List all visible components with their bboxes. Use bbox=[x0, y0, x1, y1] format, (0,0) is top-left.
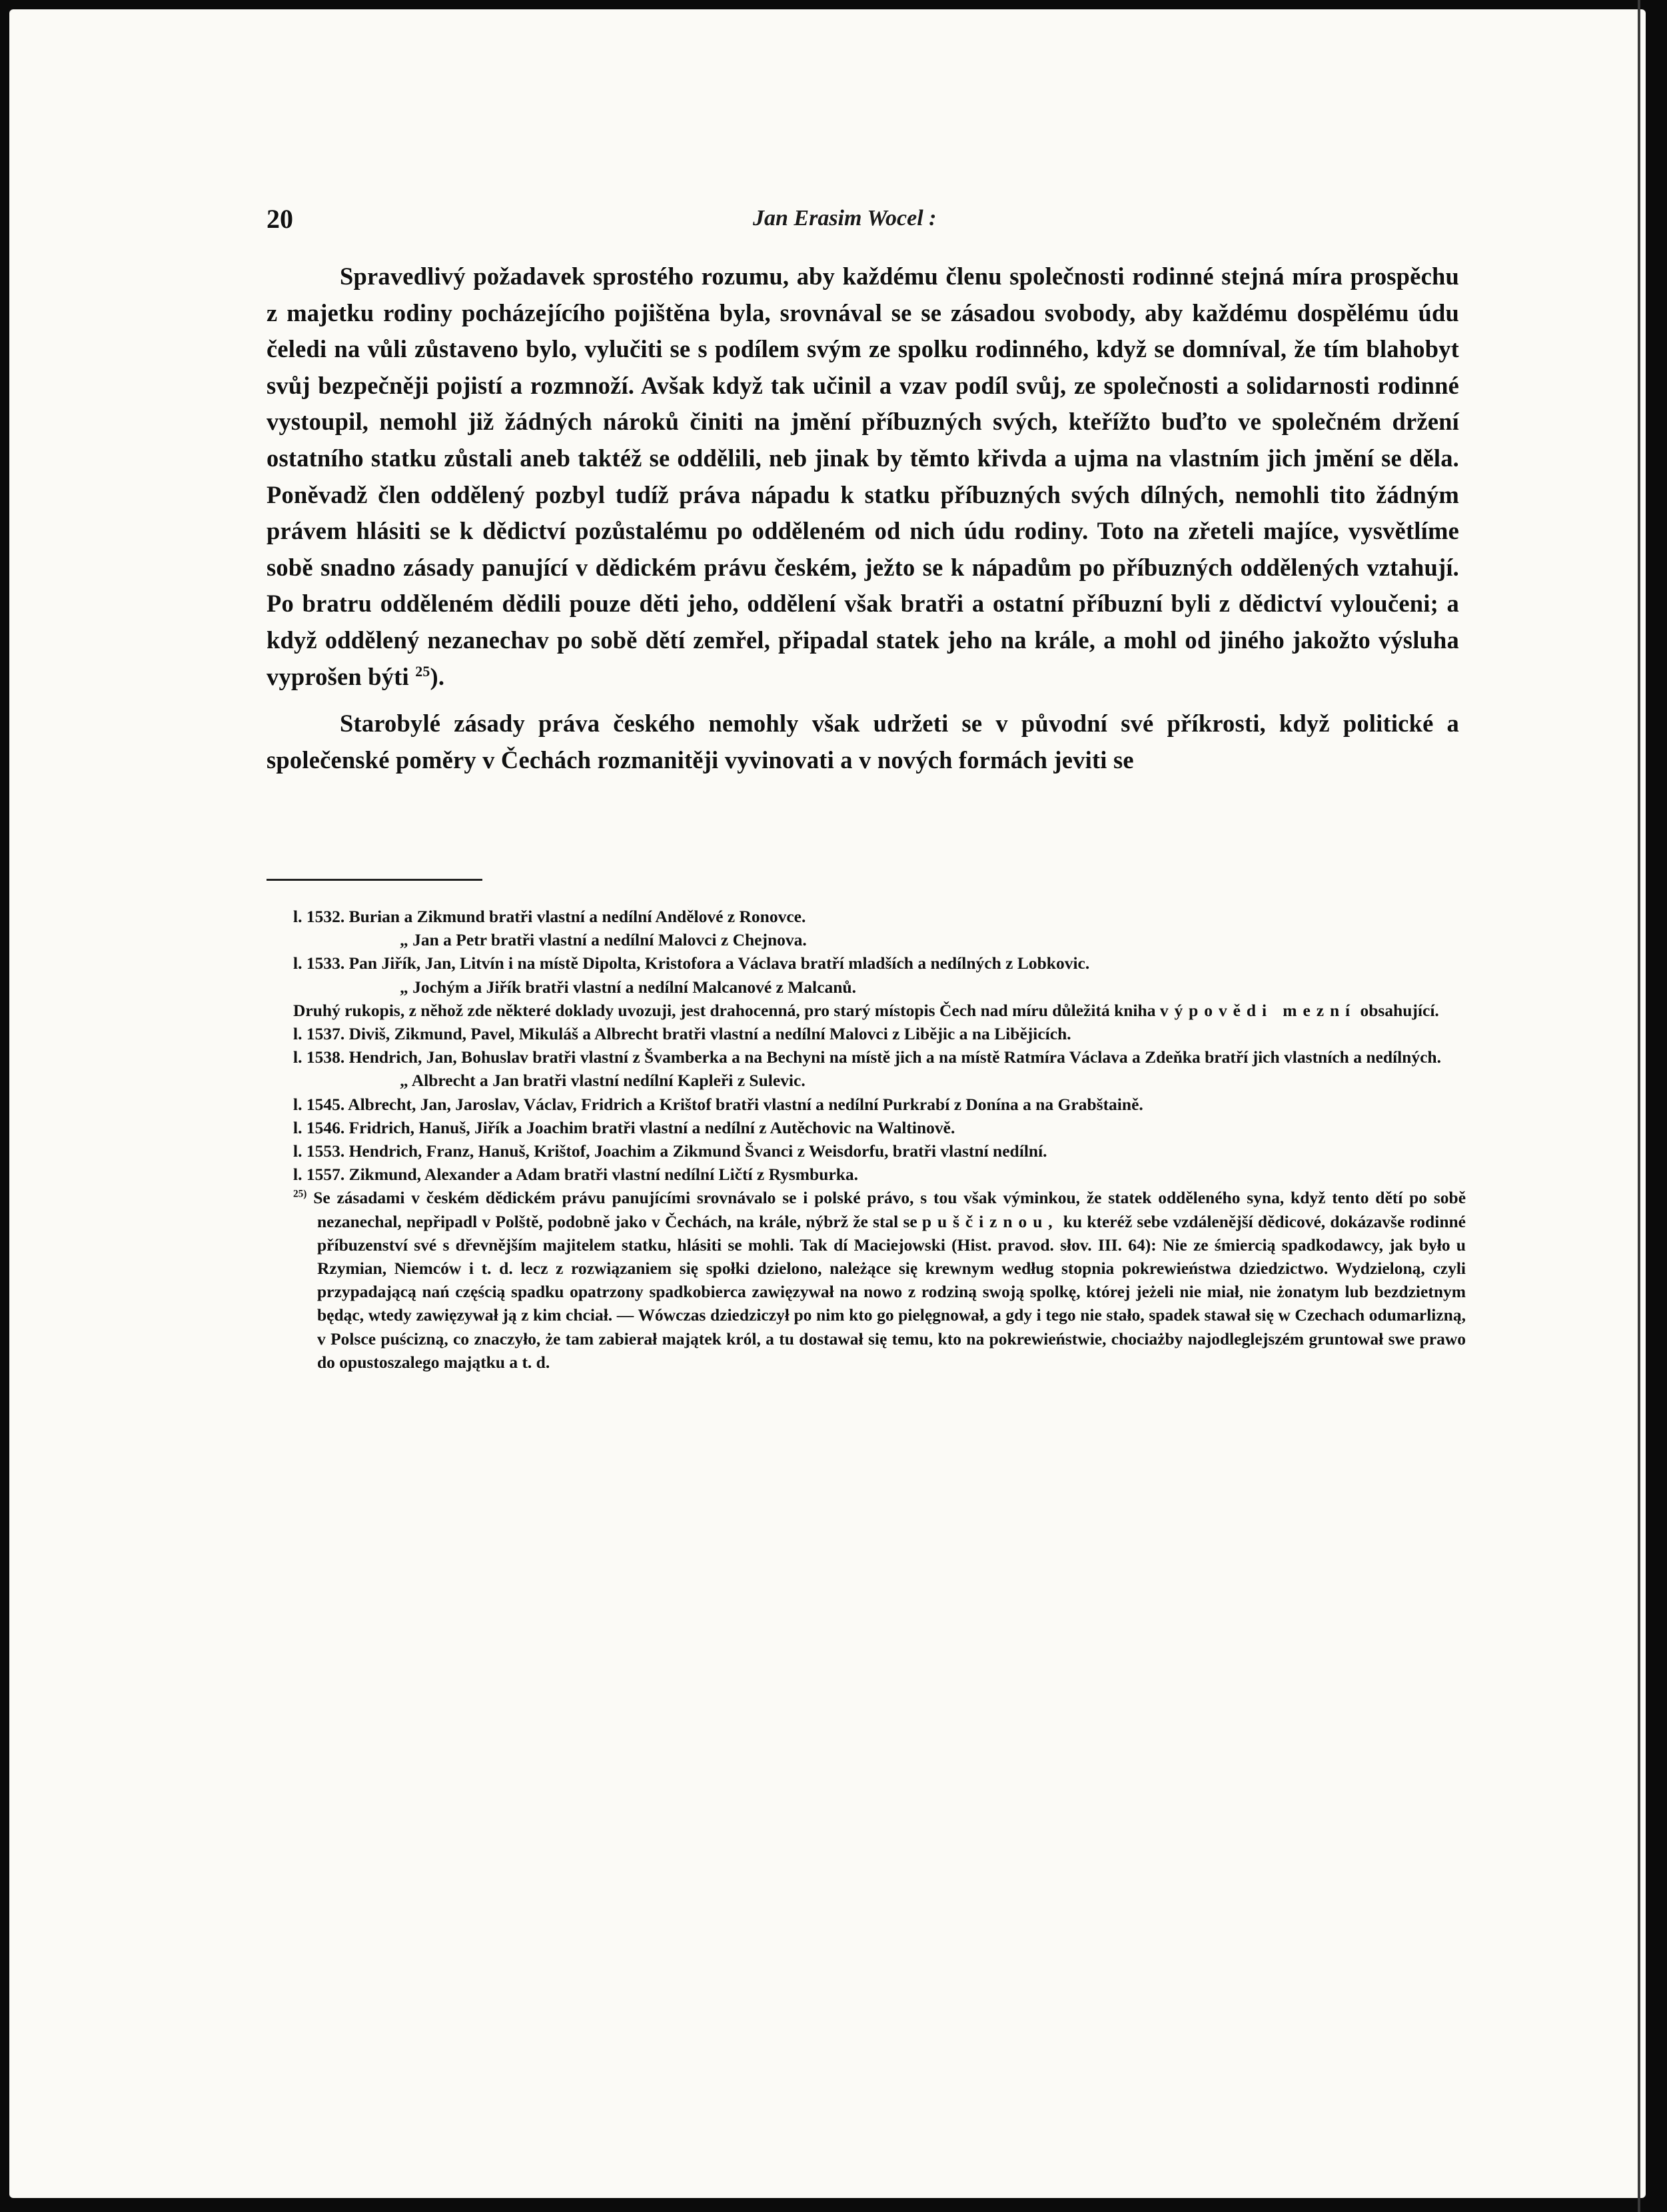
footnotes bbox=[293, 905, 1466, 1374]
footnote-entry: l. 1553. Hendrich, Franz, Hanuš, Krištof, Joachim a Zikmund Švanci z Weisdorfu, bratři vlastní nedílní. bbox=[293, 1141, 1047, 1161]
footnote-marker: 25) bbox=[293, 1188, 307, 1200]
footnote-entry: l. 1557. Zikmund, Alexander a Adam bratři vlastní nedílní Ličtí z Rysmburka. bbox=[293, 1165, 859, 1185]
footnote-entry: l. 1537. Diviš, Zikmund, Pavel, Mikuláš a Albrecht bratři vlastní a nedílní Malovci z Libějic a na Libějicích. bbox=[293, 1024, 1071, 1044]
footnote-reference: 25 bbox=[415, 662, 430, 680]
footnote-text: obsahující. bbox=[1360, 1000, 1439, 1020]
spaced-phrase: výpovědi mezní bbox=[1159, 1000, 1357, 1020]
footnote-separator bbox=[267, 879, 482, 881]
body-paragraph: Starobylé zásady práva českého nemohly však udržeti se v původní své příkrosti, když politické a společenské poměry v Čechách rozmanitěji vyvinovati a v nových formách jeviti se bbox=[267, 710, 1459, 774]
running-title: Jan Erasim Wocel : bbox=[753, 206, 937, 231]
footnote-entry: „ Albrecht a Jan bratři vlastní nedílní Kapleři z Sulevic. bbox=[400, 1071, 806, 1091]
footnote-entry: l. 1538. Hendrich, Jan, Bohuslav bratři vlastní z Švamberka a na Bechyni na místě jich a na místě Ratmíra Václava a Zdeňka bratří jich vlastních a nedílných. bbox=[293, 1047, 1441, 1067]
footnote-25 bbox=[293, 1186, 1466, 1374]
scan-background bbox=[1647, 0, 1667, 2212]
page-header bbox=[267, 203, 1466, 237]
footnote-entry bbox=[293, 999, 1466, 1022]
footnote-entry: l. 1546. Fridrich, Hanuš, Jiřík a Joachim bratři vlastní a nedílní z Autěchovic na Waltinově. bbox=[293, 1117, 955, 1137]
paragraph-text: Spravedlivý požadavek sprostého rozumu, aby každému členu společnosti rodinné stejná míra prospěchu z majetku rodiny pocházejícího pojištěna byla, srovnával se se zásadou svobody, aby každému dospělému údu čeledi na vůli zůstaveno bylo, vylučiti se s podílem svým ze spolku rodinného, když se domníval, že tím blahobyt svůj bezpečněji pojistí a rozmnoží. Avšak když tak učinil a vzav podíl svůj, ze společnosti a solidarnosti rodinné vystoupil, nemohl již žádných nároků činiti na jmění příbuzných svých, kteřížto buďto ve společném držení ostatního statku zůstali aneb taktéž se oddělili, neb jinak by těmto křivda a ujma na vlastním jich jmění se děla. Poněvadž člen oddělený pozbyl tudíž práva nápadu k statku příbuzných svých dílných, nemohli tito žádným právem hlásiti se k dědictví pozůstalému po odděleném od nich údu rodiny. Toto na zřeteli majíce, vysvětlíme sobě snadno zásady panující v dědickém právu českém, ježto se k nápadům po příbuzných oddělených vztahují. Po bratru odděleném dědili pouze děti jeho, oddělení však bratři a ostatní příbuzní byli z dědictví vyloučeni; a když oddělený nezanechav po sobě dětí zemřel, připadal statek jeho na krále, a mohl od jiného jakožto výsluha vyprošen býti bbox=[267, 263, 1459, 690]
footnote-entry: l. 1533. Pan Jiřík, Jan, Litvín i na místě Dipolta, Kristofora a Václava bratří mladších a nedílných z Lobkovic. bbox=[293, 953, 1090, 973]
footnote-entry: „ Jan a Petr bratři vlastní a nedílní Malovci z Chejnova. bbox=[400, 930, 807, 950]
closing-punctuation: ). bbox=[430, 662, 445, 690]
page-edge-shadow bbox=[1638, 0, 1640, 2212]
body-paragraph bbox=[267, 259, 1459, 695]
main-text bbox=[267, 259, 1459, 789]
page-number: 20 bbox=[267, 204, 293, 234]
footnote-entry: l. 1545. Albrecht, Jan, Jaroslav, Václav, Fridrich a Krištof bratři vlastní a nedílní Purkrabí z Donína a na Grabštaině. bbox=[293, 1094, 1143, 1114]
spaced-word: puščiznou, bbox=[921, 1211, 1059, 1231]
footnote-text: Druhý rukopis, z něhož zde některé doklady uvozuji, jest drahocenná, pro starý místopis Čech nad míru důležitá kniha bbox=[293, 1000, 1156, 1020]
footnote-text: Se zásadami v českém dědickém právu panujícími srovnávalo se i polské právo, s tou však výminkou, že statek odděleného syna, když tento dětí po sobě nezanechal, nepřipadl v Polště, podobně jako v Čechách, na krále, nýbrž že stal se bbox=[313, 1188, 1466, 1231]
footnote-entry: „ Jochým a Jiřík bratři vlastní a nedílní Malcanové z Malcanů. bbox=[400, 977, 856, 997]
footnote-text: ku kteréž sebe vzdálenější dědicové, dokázavše rodinné příbuzenství své s dřevnějším majitelem statku, hlásiti se mohli. Tak dí Maciejowski (Hist. pravod. słov. III. 64): Nie ze śmiercią spadkodawcy, jak było u Rzymian, Niemców i t. d. lecz z rozwiązaniem się społki dzielono, należące się krewnym według stopnia pokrewieństwa dziedzictwo. Wydzieloną, czyli przypadającą nań częścią spadku opatrzony spadkobierca zawięzywał na nowo z rodziną swoją spolkę, której jeżeli nie miał, nie żonatym lub bezdzietnym będąc, wtedy zawięzywał ją z kim chciał. — Wówczas dziedziczył po nim kto go pielęgnował, a gdy i tego nie stało, spadek stawał się w Czechach odumarlizną, v Polsce puścizną, co znaczyło, że tam zabierał majątek król, a tu dostawał się temu, kto na pokrewieństwie, chociażby najodleglejszém gruntował swe prawo do opustoszalego majątku a t. d. bbox=[317, 1211, 1466, 1372]
footnote-entry: l. 1532. Burian a Zikmund bratři vlastní a nedílní Andělové z Ronovce. bbox=[293, 907, 806, 926]
